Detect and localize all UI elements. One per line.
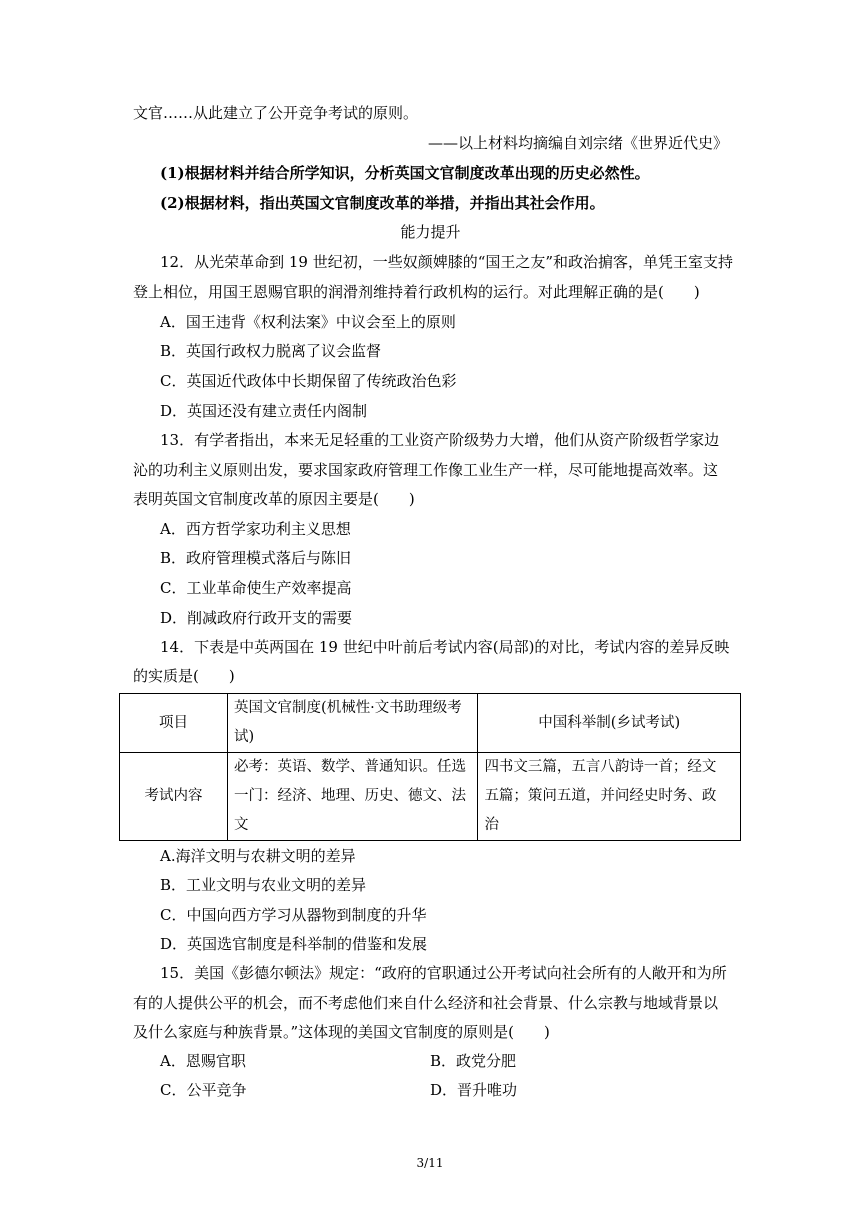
table-cell-china [478, 753, 741, 841]
q14-option-c: C．中国向西方学习从器物到制度的升华 [160, 906, 427, 924]
q13-option-c: C．工业革命使生产效率提高 [160, 579, 352, 597]
table-cell-britain [228, 753, 478, 841]
q13-stem-line1: 13．有学者指出，本来无足轻重的工业资产阶级势力大增，他们从资产阶级哲学家边 [160, 431, 720, 449]
section-title: 能力提升 [400, 223, 461, 241]
q12-stem-line1: 12．从光荣革命到 19 世纪初，一些奴颜婢膝的“国王之友”和政治掮客，单凭王室支持 [160, 253, 734, 271]
q15-stem-line1: 15．美国《彭德尔顿法》规定：“政府的官职通过公开考试向社会所有的人敞开和为所 [160, 964, 727, 982]
q15-option-c: C．公平竞争 [160, 1081, 247, 1099]
q13-option-b: B．政府管理模式落后与陈旧 [160, 549, 352, 567]
table-header-item: 项目 [120, 694, 228, 753]
q13-stem-line2: 沁的功利主义原则出发，要求国家政府管理工作像工业生产一样，尽可能地提高效率。这 [133, 461, 719, 479]
table-header-row [120, 694, 741, 753]
table-header-china: 中国科举制(乡试考试) [478, 694, 741, 753]
q14-stem-line2: 的实质是( ) [133, 667, 235, 685]
q15-option-d: D．晋升唯功 [430, 1081, 518, 1099]
q13-option-a: A．西方哲学家功利主义思想 [160, 520, 351, 538]
q15-option-a: A．恩赐官职 [160, 1052, 246, 1070]
material-end-line: 文官……从此建立了公开竞争考试的原则。 [133, 104, 419, 122]
q15-stem-line2: 有的人提供公平的机会，而不考虑他们来自什么经济和社会背景、什么宗教与地域背景以 [133, 994, 719, 1012]
sub-question-1: (1)根据材料并结合所学知识，分析英国文官制度改革出现的历史必然性。 [160, 164, 650, 182]
q14-option-d: D．英国选官制度是科举制的借鉴和发展 [160, 935, 428, 953]
table-cell-britain-line3: 文 [234, 817, 249, 833]
q13-option-d: D．削减政府行政开支的需要 [160, 609, 353, 627]
q12-option-a: A．国王违背《权利法案》中议会至上的原则 [160, 313, 456, 331]
q13-stem-line3: 表明英国文官制度改革的原因主要是( ) [133, 490, 415, 508]
q15-stem-line3: 及什么家庭与种族背景。”这体现的美国文官制度的原则是( ) [133, 1023, 550, 1041]
q12-option-c: C．英国近代政体中长期保留了传统政治色彩 [160, 372, 457, 390]
table-header-britain-line2: 试) [234, 729, 255, 745]
table-header-britain [228, 694, 478, 753]
q12-option-d: D．英国还没有建立责任内阁制 [160, 402, 368, 420]
table-header-britain-line1: 英国文官制度(机械性·文书助理级考 [234, 700, 462, 716]
material-source: ——以上材料均摘编自刘宗绪《世界近代史》 [427, 134, 728, 152]
page-number: 3/11 [416, 1156, 444, 1170]
q14-option-a: A.海洋文明与农耕文明的差异 [160, 847, 356, 865]
q12-stem-line2: 登上相位，用国王恩赐官职的润滑剂维持着行政机构的运行。对此理解正确的是( ) [133, 283, 700, 301]
q14-stem-line1: 14．下表是中英两国在 19 世纪中叶前后考试内容(局部)的对比，考试内容的差异反映 [160, 638, 730, 656]
table-cell-china-line3: 治 [484, 817, 499, 833]
table-cell-china-line1: 四书文三篇，五言八韵诗一首；经文 [484, 759, 717, 775]
table-cell-china-line2: 五篇；策问五道，并问经史时务、政 [484, 788, 717, 804]
table-cell-britain-line1: 必考：英语、数学、普通知识。任选 [234, 759, 467, 775]
q12-option-b: B．英国行政权力脱离了议会监督 [160, 342, 382, 360]
q14-option-b: B．工业文明与农业文明的差异 [160, 876, 367, 894]
table-row [120, 753, 741, 841]
q15-option-b: B．政党分肥 [430, 1052, 517, 1070]
table-cell-britain-line2: 一门：经济、地理、历史、德文、法 [234, 788, 467, 804]
table-cell-item: 考试内容 [120, 753, 228, 841]
sub-question-2: (2)根据材料，指出英国文官制度改革的举措，并指出其社会作用。 [160, 194, 605, 212]
comparison-table [119, 693, 741, 841]
